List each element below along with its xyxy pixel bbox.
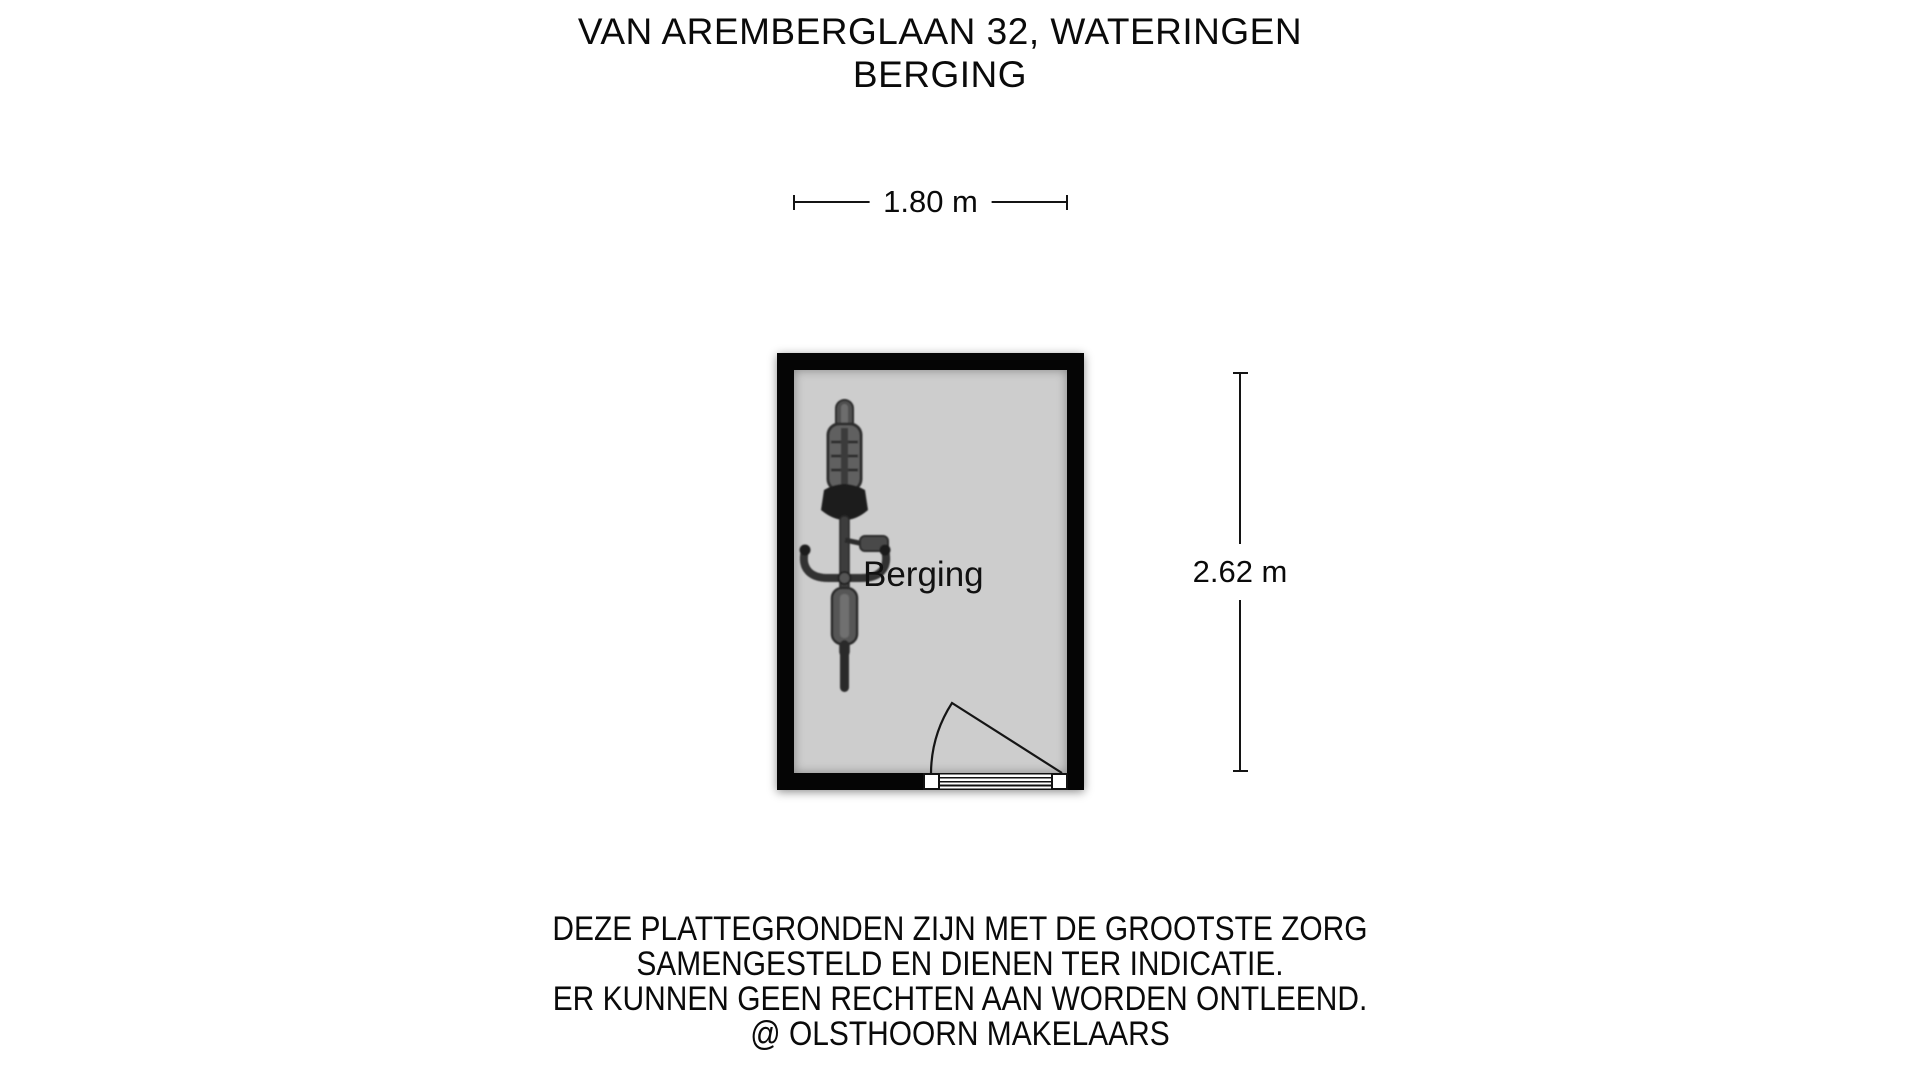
- room-label: Berging: [863, 555, 984, 594]
- dimension-tick-right: [1066, 195, 1068, 210]
- disclaimer-line: @ OLSTHOORN MAKELAARS: [750, 1015, 1170, 1053]
- width-dimension-label: 1.80 m: [869, 184, 992, 220]
- page-title-address: VAN AREMBERGLAAN 32, WATERINGEN: [577, 11, 1303, 52]
- height-dimension-label: 2.62 m: [1187, 544, 1294, 600]
- door-threshold: [940, 773, 1051, 790]
- disclaimer-text: [115, 912, 1805, 1052]
- floor-plan: [777, 353, 1084, 790]
- disclaimer-line: ER KUNNEN GEEN RECHTEN AAN WORDEN ONTLEEND.: [552, 980, 1368, 1018]
- door: [923, 773, 1068, 790]
- door-jamb-right: [1051, 773, 1068, 790]
- disclaimer-line: DEZE PLATTEGRONDEN ZIJN MET DE GROOTSTE ZORG: [552, 910, 1368, 948]
- page-title-room: BERGING: [852, 54, 1028, 95]
- dimension-tick-bottom: [1233, 770, 1248, 772]
- width-dimension-line: [793, 184, 1068, 219]
- dimension-tick-left: [793, 195, 795, 210]
- disclaimer-line: SAMENGESTELD EN DIENEN TER INDICATIE.: [636, 945, 1284, 983]
- dimension-tick-top: [1233, 372, 1248, 374]
- height-dimension-line: [1192, 372, 1288, 772]
- page-title: [0, 10, 1880, 96]
- door-jamb-left: [923, 773, 940, 790]
